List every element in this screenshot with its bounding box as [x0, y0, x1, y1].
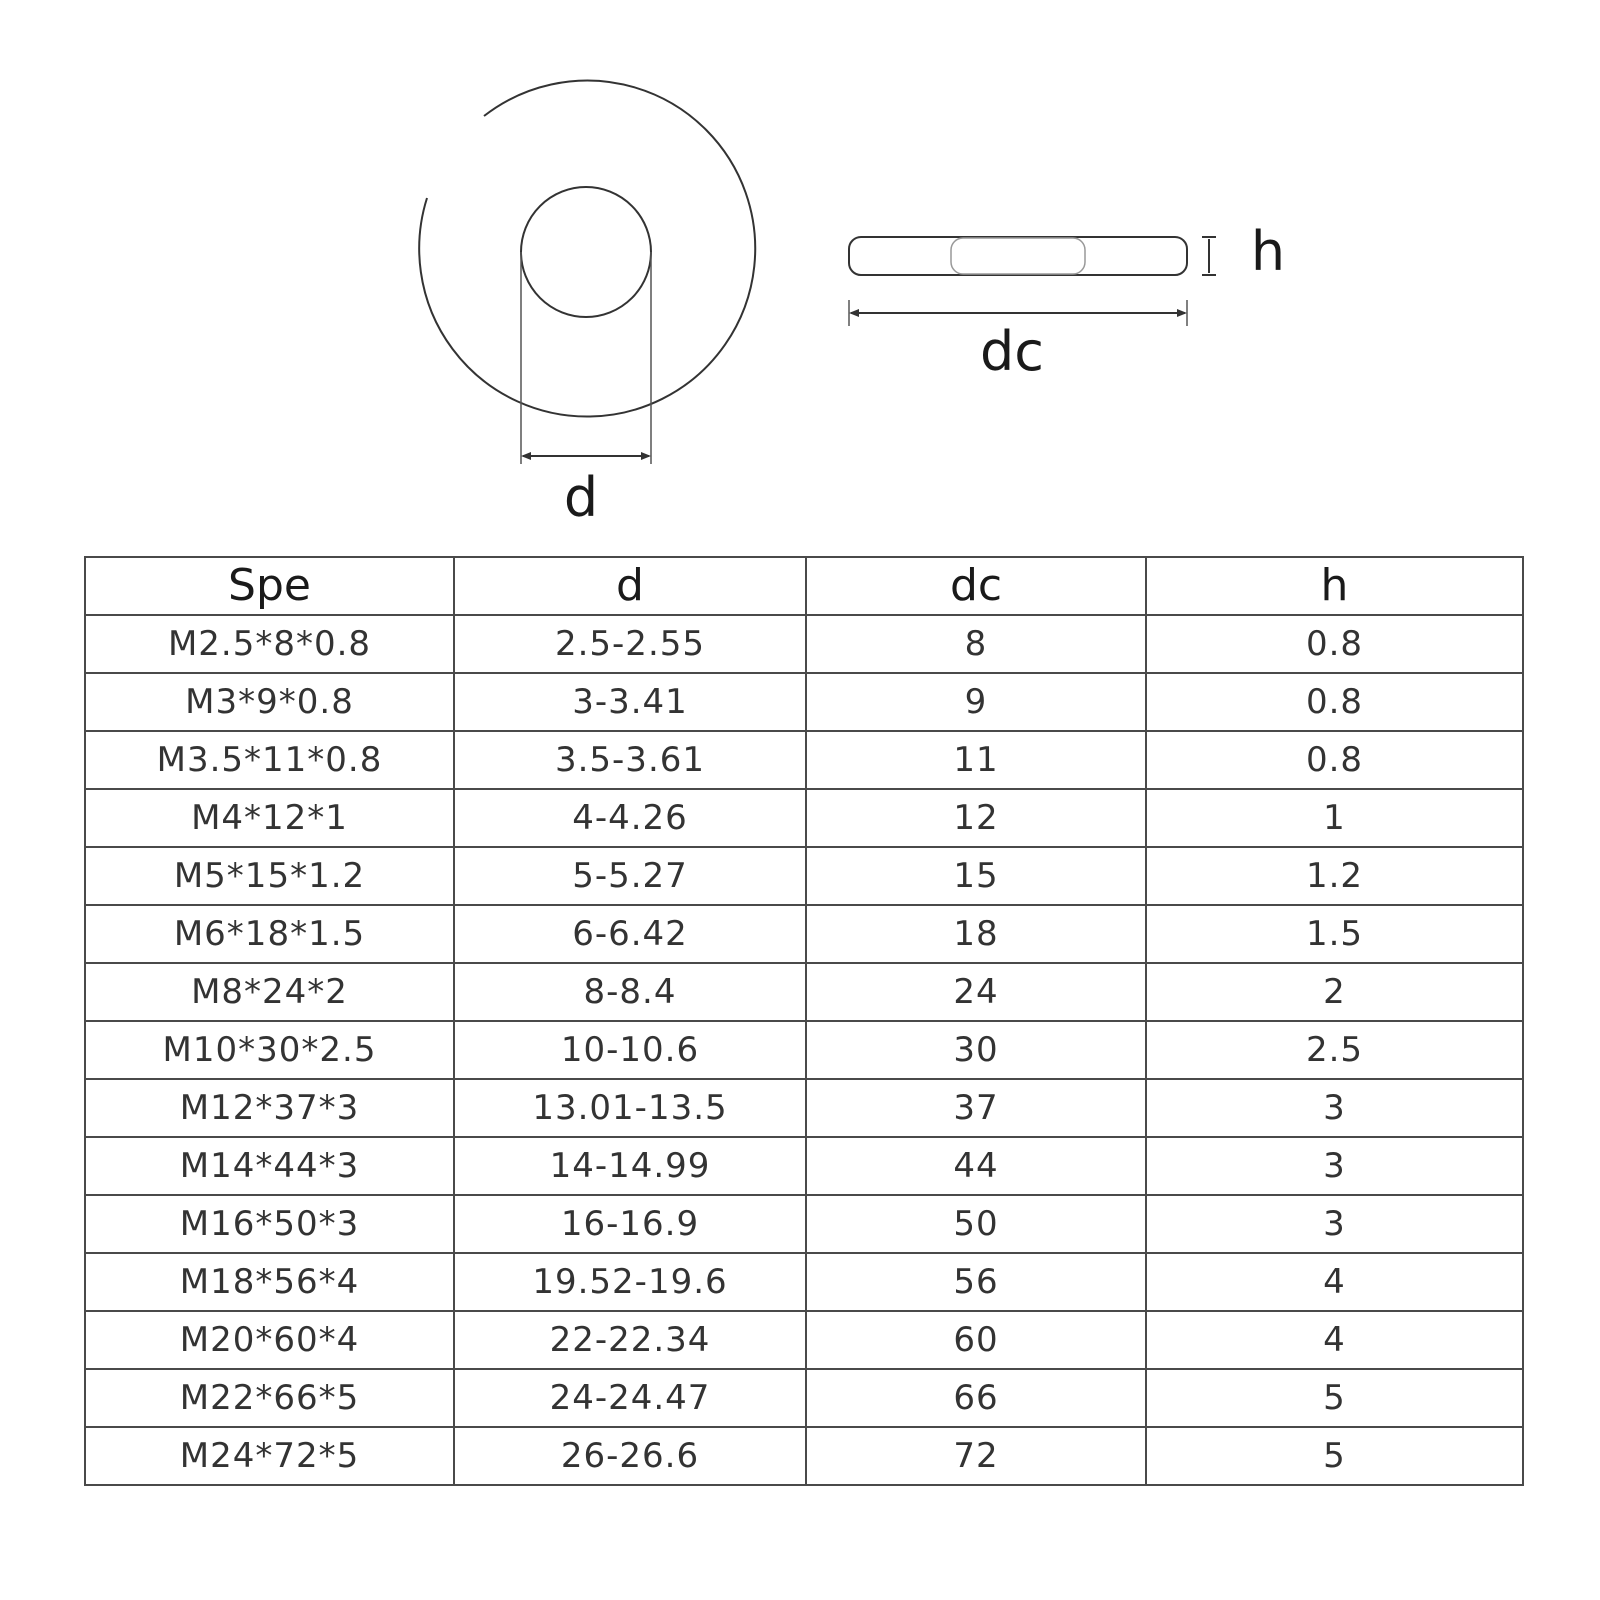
cell-d: 3-3.41	[454, 673, 806, 731]
cell-h: 0.8	[1146, 615, 1523, 673]
cell-spe: M14*44*3	[85, 1137, 454, 1195]
table-row	[85, 905, 1523, 963]
cell-dc: 66	[806, 1369, 1146, 1427]
cell-dc: 18	[806, 905, 1146, 963]
cell-d: 3.5-3.61	[454, 731, 806, 789]
table-row	[85, 1079, 1523, 1137]
cell-spe: M18*56*4	[85, 1253, 454, 1311]
cell-spe: M5*15*1.2	[85, 847, 454, 905]
d-arrow-right	[641, 452, 651, 460]
cell-d: 2.5-2.55	[454, 615, 806, 673]
cell-d: 24-24.47	[454, 1369, 806, 1427]
table-row	[85, 1369, 1523, 1427]
cell-h: 1.2	[1146, 847, 1523, 905]
cell-spe: M4*12*1	[85, 789, 454, 847]
cell-d: 8-8.4	[454, 963, 806, 1021]
washer-inner-hole	[521, 187, 651, 317]
table-row	[85, 1137, 1523, 1195]
cell-dc: 15	[806, 847, 1146, 905]
cell-d: 26-26.6	[454, 1427, 806, 1485]
table-row	[85, 1195, 1523, 1253]
cell-spe: M2.5*8*0.8	[85, 615, 454, 673]
cell-d: 5-5.27	[454, 847, 806, 905]
cell-h: 1	[1146, 789, 1523, 847]
table-row	[85, 1253, 1523, 1311]
cell-spe: M10*30*2.5	[85, 1021, 454, 1079]
cell-dc: 30	[806, 1021, 1146, 1079]
cell-spe: M3*9*0.8	[85, 673, 454, 731]
cell-spe: M24*72*5	[85, 1427, 454, 1485]
table-row	[85, 847, 1523, 905]
dc-arrow-left	[849, 309, 859, 317]
cell-h: 4	[1146, 1311, 1523, 1369]
header-h: h	[1146, 557, 1523, 615]
cell-d: 13.01-13.5	[454, 1079, 806, 1137]
cell-h: 4	[1146, 1253, 1523, 1311]
table-header-row	[85, 557, 1523, 615]
cell-spe: M8*24*2	[85, 963, 454, 1021]
cell-dc: 72	[806, 1427, 1146, 1485]
cell-h: 3	[1146, 1195, 1523, 1253]
washer-drawing	[0, 0, 1600, 540]
cell-dc: 11	[806, 731, 1146, 789]
table-row	[85, 731, 1523, 789]
cell-spe: M22*66*5	[85, 1369, 454, 1427]
cell-dc: 9	[806, 673, 1146, 731]
cell-h: 2.5	[1146, 1021, 1523, 1079]
table-row	[85, 1427, 1523, 1485]
dc-arrow-right	[1177, 309, 1187, 317]
washer-side-hole	[951, 238, 1085, 274]
cell-h: 3	[1146, 1079, 1523, 1137]
dc-dimension-label: dc	[980, 320, 1044, 383]
cell-spe: M16*50*3	[85, 1195, 454, 1253]
cell-dc: 56	[806, 1253, 1146, 1311]
cell-h: 3	[1146, 1137, 1523, 1195]
cell-d: 6-6.42	[454, 905, 806, 963]
cell-dc: 24	[806, 963, 1146, 1021]
header-spe: Spe	[85, 557, 454, 615]
cell-spe: M20*60*4	[85, 1311, 454, 1369]
cell-h: 5	[1146, 1369, 1523, 1427]
cell-spe: M12*37*3	[85, 1079, 454, 1137]
table-row	[85, 789, 1523, 847]
cell-dc: 44	[806, 1137, 1146, 1195]
washer-outer-circle	[419, 81, 755, 417]
d-dimension-label: d	[563, 466, 599, 529]
cell-d: 19.52-19.6	[454, 1253, 806, 1311]
cell-d: 10-10.6	[454, 1021, 806, 1079]
table-row	[85, 615, 1523, 673]
header-d: d	[454, 557, 806, 615]
cell-d: 14-14.99	[454, 1137, 806, 1195]
h-dimension-label: h	[1250, 220, 1286, 283]
cell-h: 2	[1146, 963, 1523, 1021]
cell-spe: M6*18*1.5	[85, 905, 454, 963]
cell-h: 0.8	[1146, 673, 1523, 731]
washer-spec-table	[84, 556, 1524, 1486]
table-row	[85, 1021, 1523, 1079]
cell-d: 4-4.26	[454, 789, 806, 847]
cell-dc: 50	[806, 1195, 1146, 1253]
table-row	[85, 673, 1523, 731]
table-row	[85, 1311, 1523, 1369]
cell-spe: M3.5*11*0.8	[85, 731, 454, 789]
washer-diagram	[0, 0, 1600, 540]
cell-h: 1.5	[1146, 905, 1523, 963]
cell-d: 22-22.34	[454, 1311, 806, 1369]
cell-dc: 37	[806, 1079, 1146, 1137]
cell-h: 0.8	[1146, 731, 1523, 789]
cell-dc: 8	[806, 615, 1146, 673]
washer-side-profile	[849, 237, 1187, 275]
table-row	[85, 963, 1523, 1021]
cell-dc: 60	[806, 1311, 1146, 1369]
cell-d: 16-16.9	[454, 1195, 806, 1253]
cell-h: 5	[1146, 1427, 1523, 1485]
d-arrow-left	[521, 452, 531, 460]
table-body	[85, 615, 1523, 1485]
header-dc: dc	[806, 557, 1146, 615]
cell-dc: 12	[806, 789, 1146, 847]
